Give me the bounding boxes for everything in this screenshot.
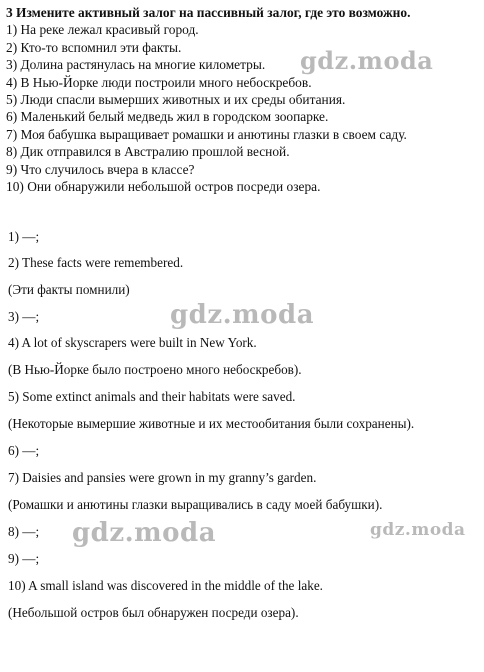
answer-1: 1) —; bbox=[8, 229, 40, 244]
answer-6: 6) —; bbox=[8, 443, 40, 458]
answer-10: 10) A small island was discovered in the middle of the lake. bbox=[8, 578, 323, 593]
watermark-bottom-right: gdz.moda bbox=[370, 520, 466, 540]
answer-2-translation: (Эти факты помнили) bbox=[8, 282, 130, 297]
answer-7: 7) Daisies and pansies were grown in my granny’s garden. bbox=[8, 470, 317, 485]
answer-2: 2) These facts were remembered. bbox=[8, 255, 184, 270]
answer-9: 9) —; bbox=[8, 551, 40, 566]
task-sentence-10: 10) Они обнаружили небольшой остров посреди озера. bbox=[6, 179, 321, 195]
answer-10-translation: (Небольшой остров был обнаружен посреди озера). bbox=[8, 605, 299, 620]
task-sentence-6: 6) Маленький белый медведь жил в городском зоопарке. bbox=[6, 109, 329, 125]
task-title: 3 Измените активный залог на пассивный залог, где это возможно. bbox=[6, 5, 411, 20]
answer-4: 4) A lot of skyscrapers were built in New York. bbox=[8, 335, 257, 350]
task-sentence-4: 4) В Нью-Йорке люди построили много небоскребов. bbox=[6, 74, 312, 90]
task-sentence-5: 5) Люди спасли вымерших животных и их среды обитания. bbox=[6, 92, 346, 108]
answer-3: 3) —; bbox=[8, 309, 40, 324]
answer-4-translation: (В Нью-Йорке было построено много небоскребов). bbox=[8, 362, 302, 377]
answer-7-translation: (Ромашки и анютины глазки выращивались в саду моей бабушки). bbox=[8, 497, 383, 512]
task-block bbox=[6, 4, 482, 195]
task-sentence-8: 8) Дик отправился в Австралию прошлой весной. bbox=[6, 144, 290, 160]
task-sentence-9: 9) Что случилось вчера в классе? bbox=[6, 161, 195, 177]
task-sentence-1: 1) На реке лежал красивый город. bbox=[6, 22, 199, 38]
watermark-top: gdz.moda bbox=[300, 46, 434, 75]
answer-5-translation: (Некоторые вымершие животные и их местообитания были сохранены). bbox=[8, 416, 415, 431]
task-sentence-7: 7) Моя бабушка выращивает ромашки и анютины глазки в своем саду. bbox=[6, 126, 407, 142]
watermark-middle: gdz.moda bbox=[170, 300, 315, 330]
watermark-bottom-left: gdz.moda bbox=[72, 518, 217, 548]
answer-8: 8) —; bbox=[8, 524, 40, 539]
answer-5: 5) Some extinct animals and their habitats were saved. bbox=[8, 389, 296, 404]
task-sentence-2: 2) Кто-то вспомнил эти факты. bbox=[6, 39, 182, 55]
task-sentence-3: 3) Долина растянулась на многие километры. bbox=[6, 57, 266, 73]
